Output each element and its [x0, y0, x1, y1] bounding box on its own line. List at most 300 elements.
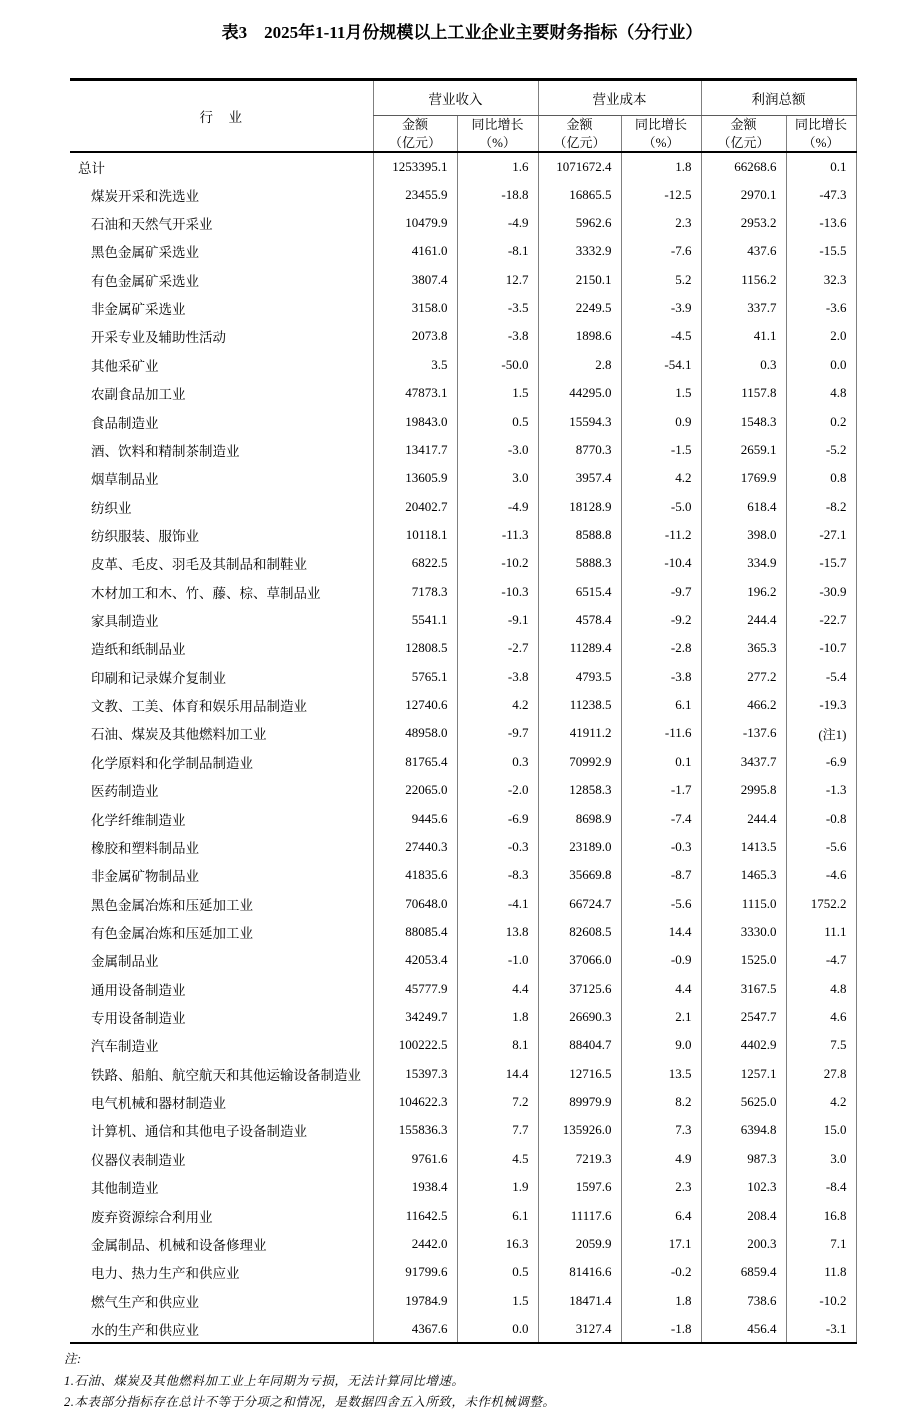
value-cell: 32.3 [786, 266, 856, 294]
value-cell: 208.4 [701, 1201, 786, 1229]
value-cell: -9.7 [457, 719, 538, 747]
industry-cell: 电力、热力生产和供应业 [91, 1266, 240, 1282]
value-cell: 1465.3 [701, 861, 786, 889]
value-cell: 35669.8 [538, 861, 621, 889]
value-cell: 1156.2 [701, 266, 786, 294]
industry-cell: 金属制品业 [91, 954, 159, 970]
value-cell: 81416.6 [538, 1258, 621, 1286]
value-cell: 437.6 [701, 237, 786, 265]
table-row [70, 606, 856, 634]
industry-cell: 开采专业及辅助性活动 [91, 330, 226, 346]
value-cell: 4.8 [786, 975, 856, 1003]
value-cell: 104622.3 [373, 1088, 457, 1116]
value-cell: 3957.4 [538, 464, 621, 492]
value-cell: 2547.7 [701, 1003, 786, 1031]
header-line: （亿元） [388, 134, 441, 150]
value-cell: 1.8 [457, 1003, 538, 1031]
value-cell: -0.8 [786, 804, 856, 832]
industry-cell: 化学原料和化学制品制造业 [91, 755, 253, 771]
industry-cell: 造纸和纸制品业 [91, 642, 186, 658]
industry-cell: 印刷和记录媒介复制业 [91, 670, 226, 686]
value-cell: 8.2 [621, 1088, 701, 1116]
table-row [70, 946, 856, 974]
value-cell: 9.0 [621, 1031, 701, 1059]
value-cell: -4.6 [786, 861, 856, 889]
value-cell: 1.8 [621, 152, 701, 180]
value-cell: 41835.6 [373, 861, 457, 889]
value-cell: 3437.7 [701, 748, 786, 776]
value-cell: 2442.0 [373, 1230, 457, 1258]
table-row [70, 663, 856, 691]
value-cell: -1.7 [621, 776, 701, 804]
industry-cell: 非金属矿采选业 [91, 302, 186, 318]
col-header-revenue-growth [457, 116, 538, 153]
value-cell: 2.1 [621, 1003, 701, 1031]
value-cell: 10479.9 [373, 209, 457, 237]
value-cell: 20402.7 [373, 492, 457, 520]
value-cell: 0.5 [457, 407, 538, 435]
industry-cell: 废弃资源综合利用业 [91, 1209, 213, 1225]
value-cell: 5541.1 [373, 606, 457, 634]
value-cell: 3158.0 [373, 294, 457, 322]
value-cell: 18128.9 [538, 492, 621, 520]
value-cell: 2995.8 [701, 776, 786, 804]
value-cell: 6394.8 [701, 1116, 786, 1144]
value-cell: 70992.9 [538, 748, 621, 776]
value-cell: 1.6 [457, 152, 538, 180]
value-cell: 17.1 [621, 1230, 701, 1258]
value-cell: -10.7 [786, 634, 856, 662]
value-cell: -3.5 [457, 294, 538, 322]
table-row [70, 776, 856, 804]
value-cell: 4367.6 [373, 1315, 457, 1343]
table-row [70, 152, 856, 180]
industry-cell: 铁路、船舶、航空航天和其他运输设备制造业 [91, 1067, 361, 1083]
value-cell: -0.3 [621, 833, 701, 861]
footnotes [64, 1349, 918, 1414]
value-cell: -0.3 [457, 833, 538, 861]
value-cell: 456.4 [701, 1315, 786, 1343]
value-cell: 7.5 [786, 1031, 856, 1059]
value-cell: -2.0 [457, 776, 538, 804]
value-cell: 11.1 [786, 918, 856, 946]
value-cell: -5.6 [621, 889, 701, 917]
table-row [70, 1286, 856, 1314]
value-cell: 14.4 [621, 918, 701, 946]
value-cell: 1253395.1 [373, 152, 457, 180]
value-cell: 11238.5 [538, 691, 621, 719]
value-cell: -1.3 [786, 776, 856, 804]
industry-cell: 非金属矿物制品业 [91, 869, 199, 885]
value-cell: 41911.2 [538, 719, 621, 747]
table-row [70, 1060, 856, 1088]
industry-cell: 总计 [78, 160, 105, 176]
industry-cell: 有色金属冶炼和压延加工业 [91, 925, 253, 941]
financial-indicators-table [70, 78, 857, 1344]
table-row [70, 804, 856, 832]
value-cell: -11.3 [457, 521, 538, 549]
table-row [70, 1173, 856, 1201]
table-row [70, 237, 856, 265]
table-row [70, 521, 856, 549]
header-line: 金额 [401, 117, 428, 132]
header-line: 同比增长 [794, 117, 847, 132]
value-cell: 398.0 [701, 521, 786, 549]
value-cell: 8.1 [457, 1031, 538, 1059]
value-cell: -3.1 [786, 1315, 856, 1343]
value-cell: 88085.4 [373, 918, 457, 946]
value-cell: 0.8 [786, 464, 856, 492]
industry-cell: 燃气生产和供应业 [91, 1294, 199, 1310]
value-cell: 23189.0 [538, 833, 621, 861]
value-cell: 5765.1 [373, 663, 457, 691]
value-cell: -3.8 [457, 322, 538, 350]
value-cell: 277.2 [701, 663, 786, 691]
value-cell: -11.6 [621, 719, 701, 747]
value-cell: -22.7 [786, 606, 856, 634]
industry-cell: 金属制品、机械和设备修理业 [91, 1237, 267, 1253]
value-cell: 10118.1 [373, 521, 457, 549]
table-row [70, 1031, 856, 1059]
value-cell: 4.5 [457, 1145, 538, 1173]
value-cell: 37125.6 [538, 975, 621, 1003]
value-cell: 2073.8 [373, 322, 457, 350]
value-cell: 5888.3 [538, 549, 621, 577]
header-line: 同比增长 [471, 117, 524, 132]
value-cell: 47873.1 [373, 379, 457, 407]
value-cell: -8.4 [786, 1173, 856, 1201]
value-cell: 4.9 [621, 1145, 701, 1173]
value-cell: -7.4 [621, 804, 701, 832]
table-row [70, 577, 856, 605]
value-cell: 0.0 [786, 351, 856, 379]
value-cell: 135926.0 [538, 1116, 621, 1144]
value-cell: 7.3 [621, 1116, 701, 1144]
value-cell: 23455.9 [373, 180, 457, 208]
value-cell: -4.5 [621, 322, 701, 350]
table-row [70, 436, 856, 464]
value-cell: 22065.0 [373, 776, 457, 804]
value-cell: 1413.5 [701, 833, 786, 861]
table-row [70, 407, 856, 435]
industry-cell: 纺织服装、服饰业 [91, 528, 199, 544]
value-cell: 2059.9 [538, 1230, 621, 1258]
value-cell: 1548.3 [701, 407, 786, 435]
col-group-operating-revenue: 营业收入 [373, 80, 538, 116]
value-cell: -10.2 [786, 1286, 856, 1314]
value-cell: 2953.2 [701, 209, 786, 237]
industry-cell: 黑色金属矿采选业 [91, 245, 199, 261]
value-cell: 4.2 [621, 464, 701, 492]
value-cell: 66268.6 [701, 152, 786, 180]
value-cell: 26690.3 [538, 1003, 621, 1031]
industry-cell: 专用设备制造业 [91, 1011, 186, 1027]
industry-cell: 有色金属矿采选业 [91, 273, 199, 289]
value-cell: 34249.7 [373, 1003, 457, 1031]
value-cell: 7219.3 [538, 1145, 621, 1173]
page-title: 表3 2025年1-11月份规模以上工业企业主要财务指标（分行业） [221, 23, 703, 42]
value-cell: 16865.5 [538, 180, 621, 208]
value-cell: 5.2 [621, 266, 701, 294]
value-cell: -5.2 [786, 436, 856, 464]
industry-cell: 其他采矿业 [91, 358, 159, 374]
value-cell: 37066.0 [538, 946, 621, 974]
value-cell: -9.7 [621, 577, 701, 605]
industry-cell: 烟草制品业 [91, 472, 159, 488]
header-group-row [70, 80, 856, 116]
value-cell: -15.5 [786, 237, 856, 265]
value-cell: 14.4 [457, 1060, 538, 1088]
value-cell: 337.7 [701, 294, 786, 322]
industry-cell: 文教、工美、体育和娱乐用品制造业 [91, 699, 307, 715]
col-group-operating-cost: 营业成本 [538, 80, 701, 116]
value-cell: 8770.3 [538, 436, 621, 464]
table-body [70, 152, 856, 1343]
value-cell: 466.2 [701, 691, 786, 719]
value-cell: 13417.7 [373, 436, 457, 464]
value-cell: 15594.3 [538, 407, 621, 435]
value-cell: 4161.0 [373, 237, 457, 265]
value-cell: 2150.1 [538, 266, 621, 294]
header-line: （亿元） [553, 134, 606, 150]
table-row [70, 209, 856, 237]
value-cell: 0.0 [457, 1315, 538, 1343]
value-cell: 81765.4 [373, 748, 457, 776]
value-cell: 8698.9 [538, 804, 621, 832]
note-2: 2.本表部分指标存在总计不等于分项之和情况，是数据四舍五入所致，未作机械调整。 [64, 1395, 556, 1410]
table-row [70, 1145, 856, 1173]
value-cell: 1.5 [457, 1286, 538, 1314]
table-row [70, 492, 856, 520]
value-cell: 1769.9 [701, 464, 786, 492]
table-row [70, 1201, 856, 1229]
value-cell: -5.0 [621, 492, 701, 520]
value-cell: 91799.6 [373, 1258, 457, 1286]
value-cell: 5962.6 [538, 209, 621, 237]
header-line: 同比增长 [634, 117, 687, 132]
value-cell: -8.2 [786, 492, 856, 520]
industry-cell: 纺织业 [91, 500, 132, 516]
value-cell: 3332.9 [538, 237, 621, 265]
value-cell: 6.1 [457, 1201, 538, 1229]
value-cell: 6.1 [621, 691, 701, 719]
value-cell: 200.3 [701, 1230, 786, 1258]
table-row [70, 861, 856, 889]
value-cell: -1.0 [457, 946, 538, 974]
header-line: 金额 [566, 117, 593, 132]
value-cell: 11117.6 [538, 1201, 621, 1229]
col-header-profit-growth [786, 116, 856, 153]
value-cell: 9761.6 [373, 1145, 457, 1173]
value-cell: 13605.9 [373, 464, 457, 492]
value-cell: 18471.4 [538, 1286, 621, 1314]
value-cell: 244.4 [701, 606, 786, 634]
value-cell: -0.9 [621, 946, 701, 974]
note-1: 1.石油、煤炭及其他燃料加工业上年同期为亏损，无法计算同比增速。 [64, 1373, 465, 1388]
value-cell: -137.6 [701, 719, 786, 747]
value-cell: 7178.3 [373, 577, 457, 605]
value-cell: 3.0 [457, 464, 538, 492]
value-cell: 16.8 [786, 1201, 856, 1229]
value-cell: 19784.9 [373, 1286, 457, 1314]
value-cell: 2249.5 [538, 294, 621, 322]
value-cell: 4.8 [786, 379, 856, 407]
industry-cell: 通用设备制造业 [91, 982, 186, 998]
value-cell: 2970.1 [701, 180, 786, 208]
col-header-revenue-amount [373, 116, 457, 153]
value-cell: -2.7 [457, 634, 538, 662]
industry-cell: 水的生产和供应业 [91, 1322, 199, 1338]
value-cell: -3.8 [621, 663, 701, 691]
industry-cell: 黑色金属冶炼和压延加工业 [91, 897, 253, 913]
table-row [70, 266, 856, 294]
value-cell: -5.6 [786, 833, 856, 861]
industry-cell: 汽车制造业 [91, 1039, 159, 1055]
industry-cell: 皮革、毛皮、羽毛及其制品和制鞋业 [91, 557, 307, 573]
table-header [70, 80, 856, 153]
value-cell: 2.3 [621, 1173, 701, 1201]
industry-cell: 食品制造业 [91, 415, 159, 431]
value-cell: -8.3 [457, 861, 538, 889]
value-cell: 3127.4 [538, 1315, 621, 1343]
col-header-cost-amount [538, 116, 621, 153]
value-cell: 1.5 [457, 379, 538, 407]
value-cell: 0.3 [457, 748, 538, 776]
value-cell: 27440.3 [373, 833, 457, 861]
value-cell: -27.1 [786, 521, 856, 549]
value-cell: 12740.6 [373, 691, 457, 719]
value-cell: 1.8 [621, 1286, 701, 1314]
header-line: （%） [479, 134, 516, 150]
value-cell: 8588.8 [538, 521, 621, 549]
value-cell: -3.6 [786, 294, 856, 322]
industry-cell: 医药制造业 [91, 784, 159, 800]
table-row [70, 180, 856, 208]
col-group-total-profit: 利润总额 [701, 80, 856, 116]
value-cell: -3.8 [457, 663, 538, 691]
value-cell: 1597.6 [538, 1173, 621, 1201]
value-cell: -6.9 [457, 804, 538, 832]
value-cell: 3807.4 [373, 266, 457, 294]
value-cell: 4.2 [457, 691, 538, 719]
table-row [70, 322, 856, 350]
table-row [70, 833, 856, 861]
value-cell: 102.3 [701, 1173, 786, 1201]
col-header-profit-amount [701, 116, 786, 153]
industry-cell: 化学纤维制造业 [91, 812, 186, 828]
value-cell: 7.1 [786, 1230, 856, 1258]
table-row [70, 1088, 856, 1116]
value-cell: -47.3 [786, 180, 856, 208]
value-cell: 3.0 [786, 1145, 856, 1173]
value-cell: 44295.0 [538, 379, 621, 407]
value-cell: 1752.2 [786, 889, 856, 917]
value-cell: 365.3 [701, 634, 786, 662]
value-cell: 89979.9 [538, 1088, 621, 1116]
industry-cell: 酒、饮料和精制茶制造业 [91, 443, 240, 459]
value-cell: 0.2 [786, 407, 856, 435]
header-line: （%） [802, 134, 840, 150]
value-cell: 155836.3 [373, 1116, 457, 1144]
value-cell: 4.4 [621, 975, 701, 1003]
value-cell: 3.5 [373, 351, 457, 379]
table-row [70, 634, 856, 662]
value-cell: 1157.8 [701, 379, 786, 407]
value-cell: 88404.7 [538, 1031, 621, 1059]
value-cell: -10.3 [457, 577, 538, 605]
industry-cell: 计算机、通信和其他电子设备制造业 [91, 1124, 307, 1140]
value-cell: -1.8 [621, 1315, 701, 1343]
value-cell: 6.4 [621, 1201, 701, 1229]
value-cell: 334.9 [701, 549, 786, 577]
value-cell: -12.5 [621, 180, 701, 208]
header-line: （%） [642, 134, 680, 150]
value-cell: 13.5 [621, 1060, 701, 1088]
value-cell: 7.7 [457, 1116, 538, 1144]
value-cell: 0.3 [701, 351, 786, 379]
value-cell: 15397.3 [373, 1060, 457, 1088]
value-cell: 12.7 [457, 266, 538, 294]
value-cell: (注1) [786, 719, 856, 747]
table-row [70, 1315, 856, 1343]
col-header-cost-growth [621, 116, 701, 153]
value-cell: -4.1 [457, 889, 538, 917]
col-header-industry: 行 业 [70, 80, 373, 153]
industry-cell: 煤炭开采和洗选业 [91, 188, 199, 204]
value-cell: 48958.0 [373, 719, 457, 747]
value-cell: 6859.4 [701, 1258, 786, 1286]
table-row [70, 975, 856, 1003]
value-cell: 19843.0 [373, 407, 457, 435]
table-row [70, 889, 856, 917]
table-row [70, 464, 856, 492]
value-cell: 4.6 [786, 1003, 856, 1031]
value-cell: -11.2 [621, 521, 701, 549]
value-cell: 1525.0 [701, 946, 786, 974]
value-cell: 0.5 [457, 1258, 538, 1286]
value-cell: 1257.1 [701, 1060, 786, 1088]
value-cell: 9445.6 [373, 804, 457, 832]
value-cell: 987.3 [701, 1145, 786, 1173]
industry-cell: 农副食品加工业 [91, 387, 186, 403]
value-cell: 2659.1 [701, 436, 786, 464]
table-row [70, 1230, 856, 1258]
value-cell: 1898.6 [538, 322, 621, 350]
value-cell: 100222.5 [373, 1031, 457, 1059]
value-cell: -30.9 [786, 577, 856, 605]
industry-cell: 家具制造业 [91, 614, 159, 630]
value-cell: -19.3 [786, 691, 856, 719]
table-row [70, 1003, 856, 1031]
table-row [70, 351, 856, 379]
value-cell: 12808.5 [373, 634, 457, 662]
value-cell: -54.1 [621, 351, 701, 379]
value-cell: 4402.9 [701, 1031, 786, 1059]
value-cell: -4.9 [457, 492, 538, 520]
value-cell: 27.8 [786, 1060, 856, 1088]
value-cell: 4.2 [786, 1088, 856, 1116]
value-cell: 4578.4 [538, 606, 621, 634]
value-cell: 12716.5 [538, 1060, 621, 1088]
table-row [70, 1116, 856, 1144]
value-cell: -10.2 [457, 549, 538, 577]
value-cell: 0.9 [621, 407, 701, 435]
value-cell: -3.0 [457, 436, 538, 464]
value-cell: 7.2 [457, 1088, 538, 1116]
value-cell: 2.8 [538, 351, 621, 379]
value-cell: 0.1 [621, 748, 701, 776]
value-cell: 738.6 [701, 1286, 786, 1314]
